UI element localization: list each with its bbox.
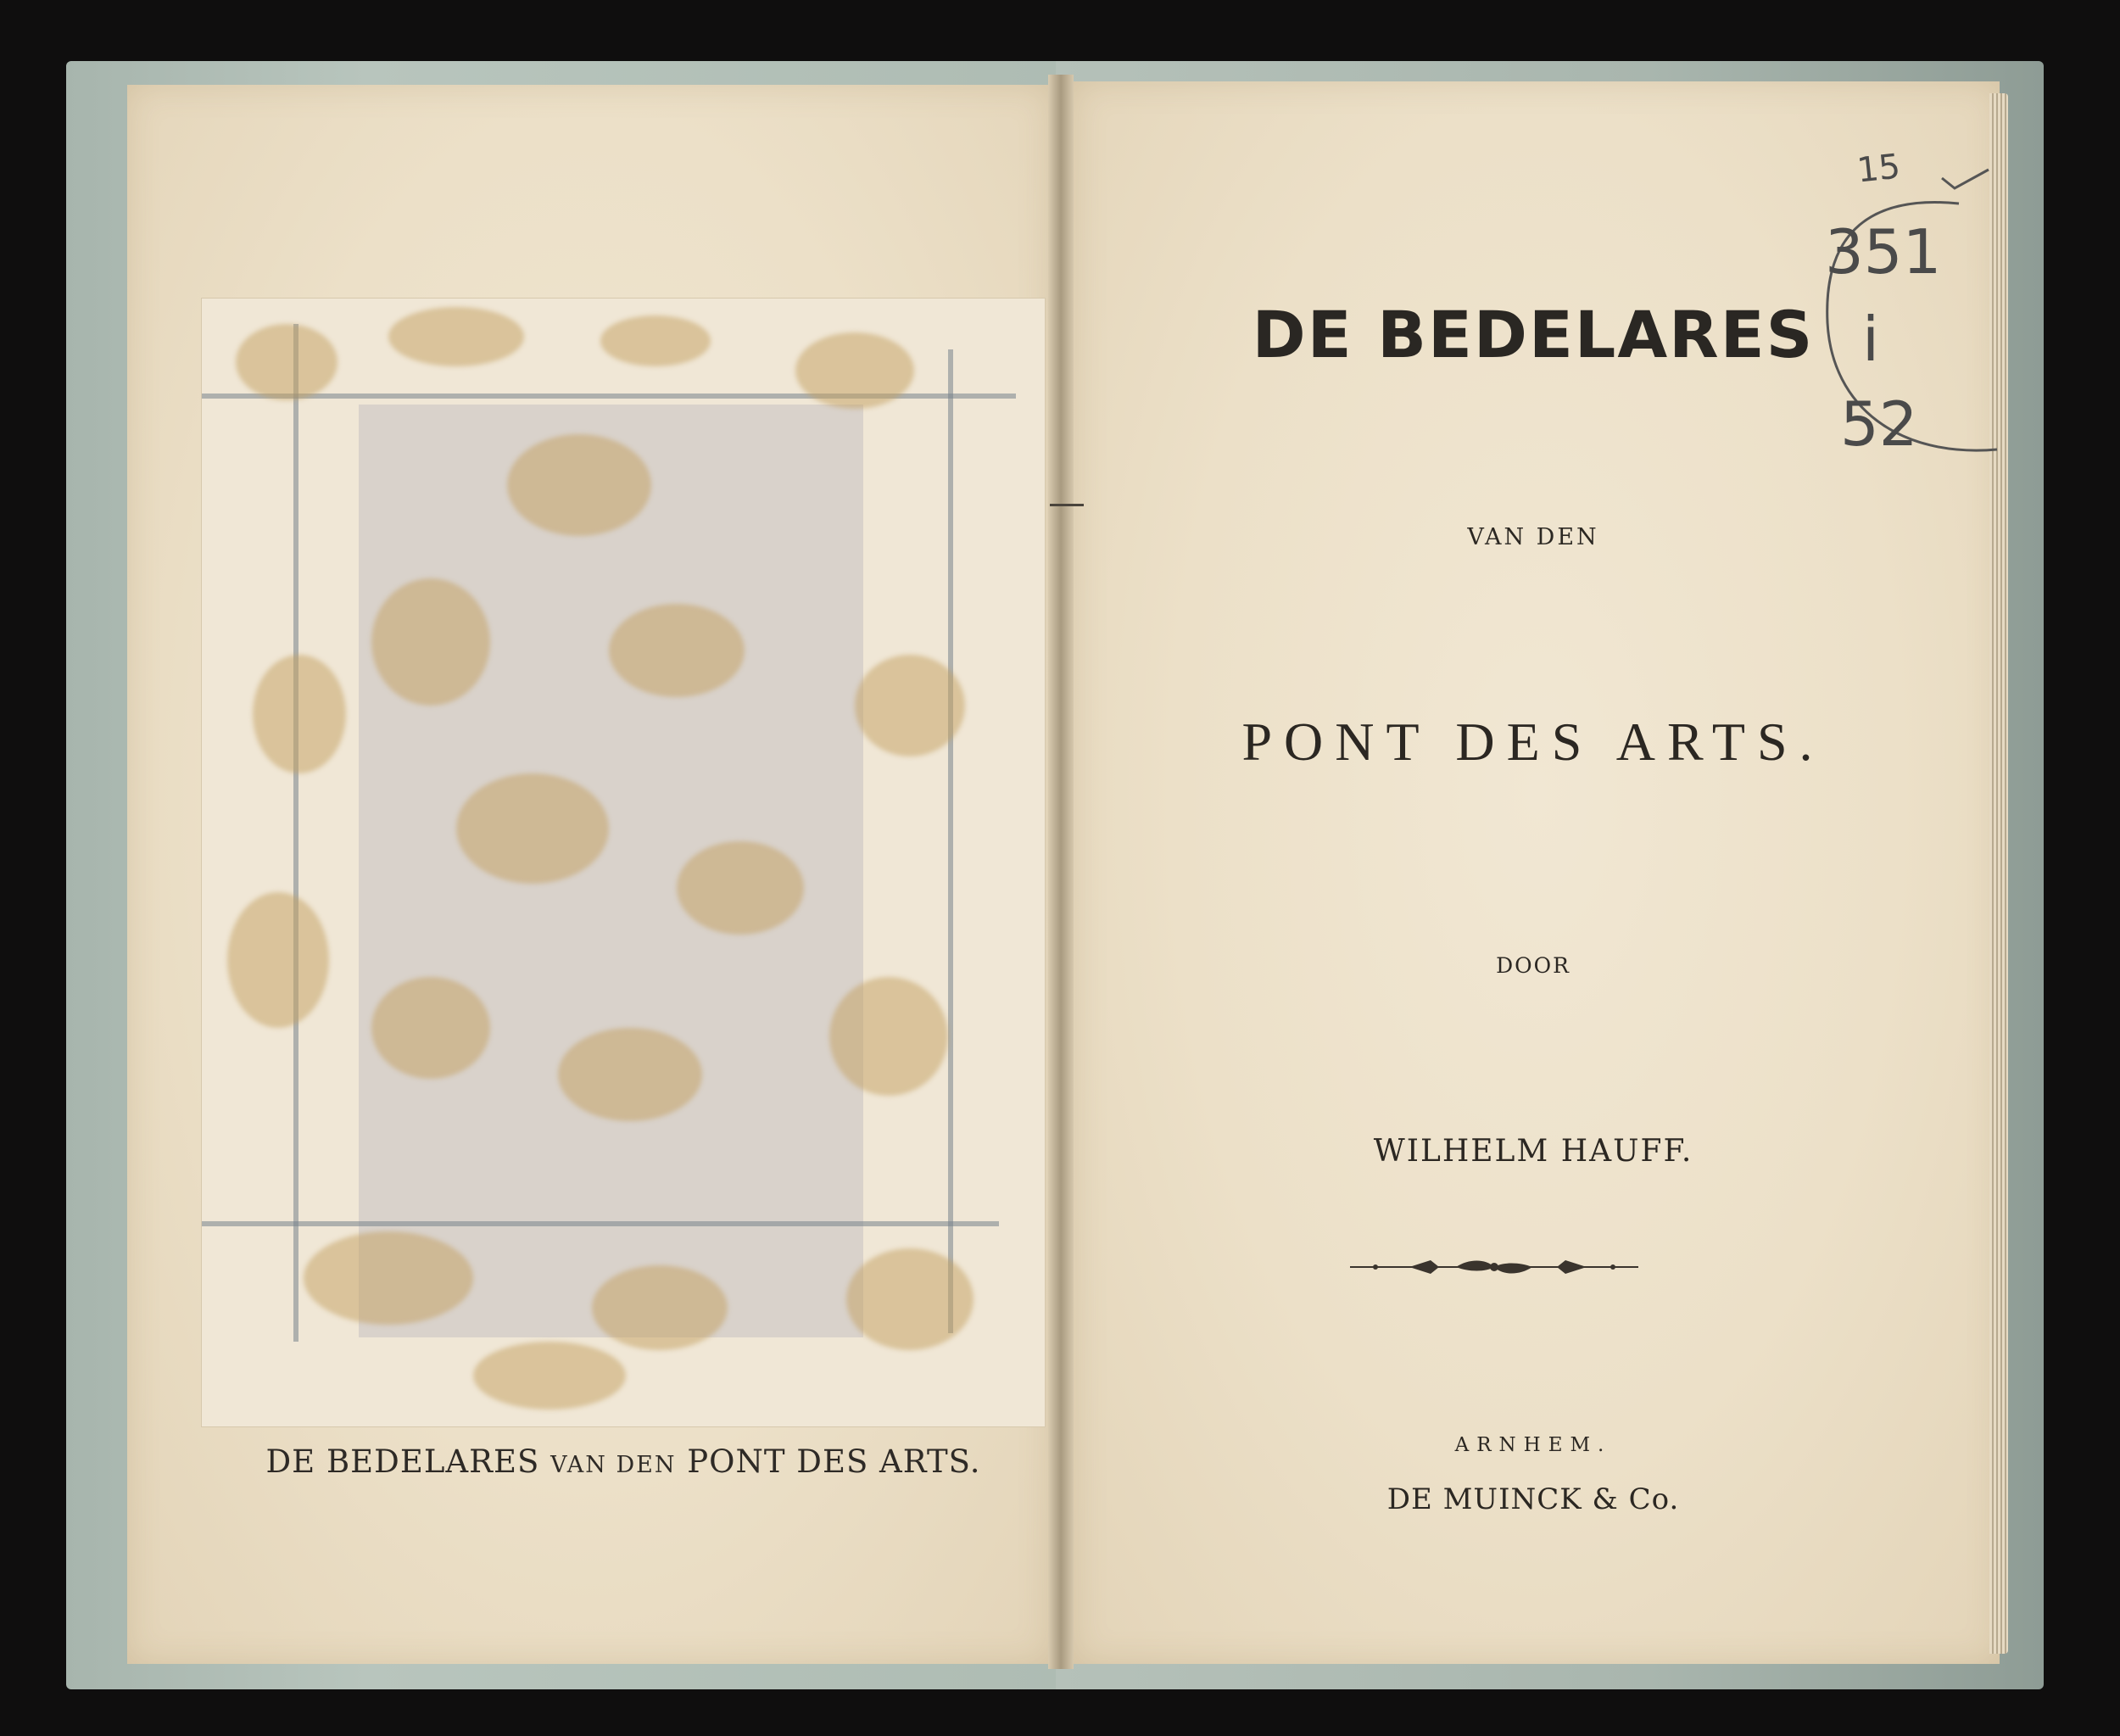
foxing-spot bbox=[253, 655, 346, 773]
author-preposition: DOOR bbox=[1496, 953, 1570, 978]
foxing-spot bbox=[846, 1248, 974, 1350]
foxing-spot bbox=[558, 1028, 702, 1121]
foxing-spot bbox=[600, 315, 711, 366]
foxing-spot bbox=[371, 977, 490, 1079]
foxing-spot bbox=[795, 332, 914, 409]
pencil-note-line4: 52 bbox=[1840, 388, 1918, 460]
book-title: DE BEDELARES bbox=[1252, 297, 1815, 372]
subtitle-main: PONT DES ARTS. bbox=[1241, 712, 1825, 772]
caption-place: PONT DES ARTS. bbox=[687, 1443, 981, 1480]
plate-frame-line-left bbox=[293, 324, 298, 1342]
gutter-mark bbox=[1050, 504, 1084, 506]
imprint-publisher: DE MUINCK & Co. bbox=[1386, 1482, 1680, 1516]
foxing-spot bbox=[227, 892, 329, 1028]
caption-connector: VAN DEN bbox=[550, 1452, 677, 1478]
frontispiece-caption bbox=[202, 1443, 1045, 1480]
printers-ornament bbox=[1350, 1253, 1638, 1281]
foxing-spot bbox=[473, 1342, 626, 1409]
pencil-note-line1: 15 bbox=[1855, 147, 1903, 191]
foxing-spot bbox=[677, 841, 804, 935]
caption-title: DE BEDELARES bbox=[265, 1443, 540, 1480]
foxing-spot bbox=[829, 977, 948, 1096]
foxing-spot bbox=[388, 307, 524, 366]
foxing-spot bbox=[592, 1265, 728, 1350]
imprint-place: ARNHEM. bbox=[1454, 1434, 1612, 1456]
pencil-note-line2: 351 bbox=[1825, 216, 1942, 287]
foxing-spot bbox=[456, 773, 609, 884]
foxing-spot bbox=[609, 604, 745, 697]
plate-frame-line-bottom bbox=[202, 1221, 999, 1226]
foxing-spot bbox=[371, 578, 490, 706]
foxing-spot bbox=[236, 324, 338, 400]
foxing-spot bbox=[507, 434, 651, 536]
foxing-spot bbox=[304, 1231, 473, 1325]
plate-frame-line-right bbox=[948, 349, 953, 1333]
frontispiece-plate bbox=[202, 299, 1045, 1426]
pencil-note-line3: i bbox=[1862, 304, 1880, 375]
author-name: WILHELM HAUFF. bbox=[1373, 1134, 1693, 1169]
foxing-spot bbox=[855, 655, 965, 756]
subtitle-connector: VAN DEN bbox=[1467, 524, 1599, 550]
